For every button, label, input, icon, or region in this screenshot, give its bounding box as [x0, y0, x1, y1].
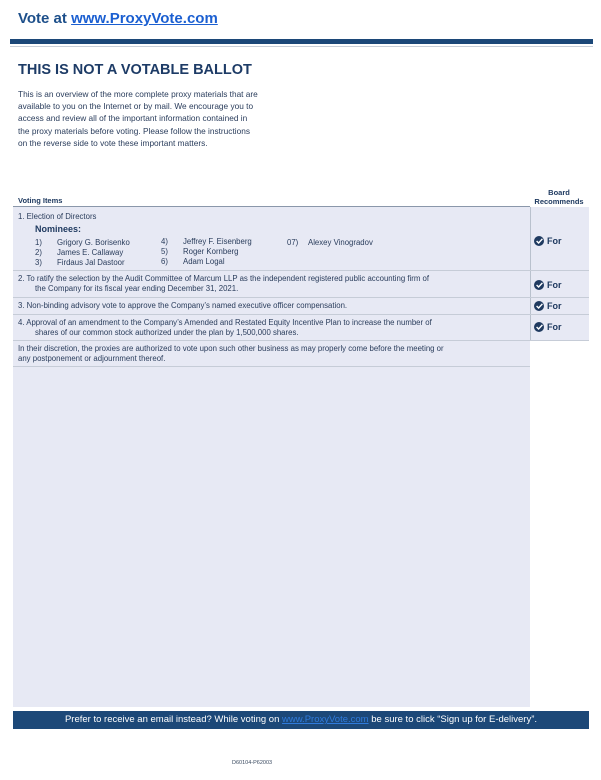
banner-text-after: be sure to click “Sign up for E-delivery”.: [368, 714, 538, 725]
board-recommends-heading: [526, 188, 592, 206]
nominee-name: Firdaus Jal Dastoor: [57, 258, 125, 267]
nominee-name: Jeffrey F. Eisenberg: [183, 237, 252, 246]
vote-header: [18, 10, 218, 27]
row-divider: [13, 340, 589, 341]
intro-line: available to you on the Internet or by mail. We encourage you to: [18, 101, 254, 112]
discretion-line1: In their discretion, the proxies are authorized to vote upon such other business as may properly come before the meeting or: [18, 344, 444, 353]
e-delivery-banner: [13, 711, 589, 729]
nominee-name: Adam Logal: [183, 257, 225, 266]
column-separator: [530, 207, 531, 341]
nominee-number: 07): [287, 238, 299, 247]
intro-paragraph: [18, 88, 296, 149]
nominee-number: 5): [161, 247, 168, 256]
nominee-number: 4): [161, 237, 168, 246]
nominee-number: 6): [161, 257, 168, 266]
banner-proxyvote-link[interactable]: www.ProxyVote.com: [282, 714, 369, 725]
nominee-number: 3): [35, 258, 42, 267]
intro-line: on the reverse side to vote these important matters.: [18, 137, 208, 148]
item-2-line1: 2. To ratify the selection by the Audit Committee of Marcum LLP as the independent registered public accounting firm of: [18, 274, 430, 283]
proxyvote-link[interactable]: www.ProxyVote.com: [71, 10, 218, 27]
banner-text-before: Prefer to receive an email instead? While voting on: [64, 714, 282, 725]
check-circle-icon: [534, 236, 544, 246]
item-1-recommendation: [534, 236, 562, 246]
nominee-name: James E. Callaway: [57, 248, 124, 257]
intro-line: the proxy materials before voting. Please follow the instructions: [18, 125, 250, 136]
header-rule-thick: [10, 39, 593, 44]
item-3-line1: 3. Non-binding advisory vote to approve the Company’s named executive officer compensation.: [18, 301, 348, 310]
row-divider: [13, 314, 589, 315]
recommendation-label: For: [547, 301, 562, 311]
check-circle-icon: [534, 301, 544, 311]
nominee-name: Alexey Vinogradov: [308, 238, 373, 247]
intro-line: access and review all of the important information contained in: [18, 113, 248, 124]
header-rule-thin: [10, 46, 593, 47]
item-4-line1: 4. Approval of an amendment to the Company’s Amended and Restated Equity Incentive Plan to increase the number of: [18, 318, 432, 327]
nominees-heading: Nominees:: [35, 224, 82, 234]
check-circle-icon: [534, 322, 544, 332]
discretion-line2: any postponement or adjournment thereof.: [18, 354, 166, 363]
intro-line: This is an overview of the more complete proxy materials that are: [18, 89, 258, 99]
recommendation-label: For: [547, 322, 562, 332]
item-1-label: 1. Election of Directors: [18, 212, 97, 221]
nominee-name: Roger Kornberg: [183, 247, 239, 256]
document-id: D60104-P62003: [232, 760, 273, 766]
item-2-recommendation: [534, 280, 562, 290]
row-divider: [13, 366, 530, 367]
nominee-number: 2): [35, 248, 42, 257]
board-recommends-column: [531, 207, 589, 341]
board-heading-line1: Board: [548, 188, 570, 197]
ballot-title: THIS IS NOT A VOTABLE BALLOT: [18, 62, 252, 78]
row-divider: [13, 297, 589, 298]
item-2-line2: the Company for its fiscal year ending December 31, 2021.: [35, 284, 239, 293]
voting-items-heading: Voting Items: [18, 196, 63, 205]
item-4-line2: shares of our common stock authorized under the plan by 1,500,000 shares.: [35, 328, 299, 337]
recommendation-label: For: [547, 236, 562, 246]
nominee-name: Grigory G. Borisenko: [57, 238, 130, 247]
nominee-number: 1): [35, 238, 42, 247]
row-divider: [13, 270, 589, 271]
board-heading-line2: Recommends: [534, 197, 584, 206]
recommendation-label: For: [547, 280, 562, 290]
vote-at-label: Vote at: [18, 10, 67, 27]
check-circle-icon: [534, 280, 544, 290]
item-4-recommendation: [534, 322, 562, 332]
item-3-recommendation: [534, 301, 562, 311]
